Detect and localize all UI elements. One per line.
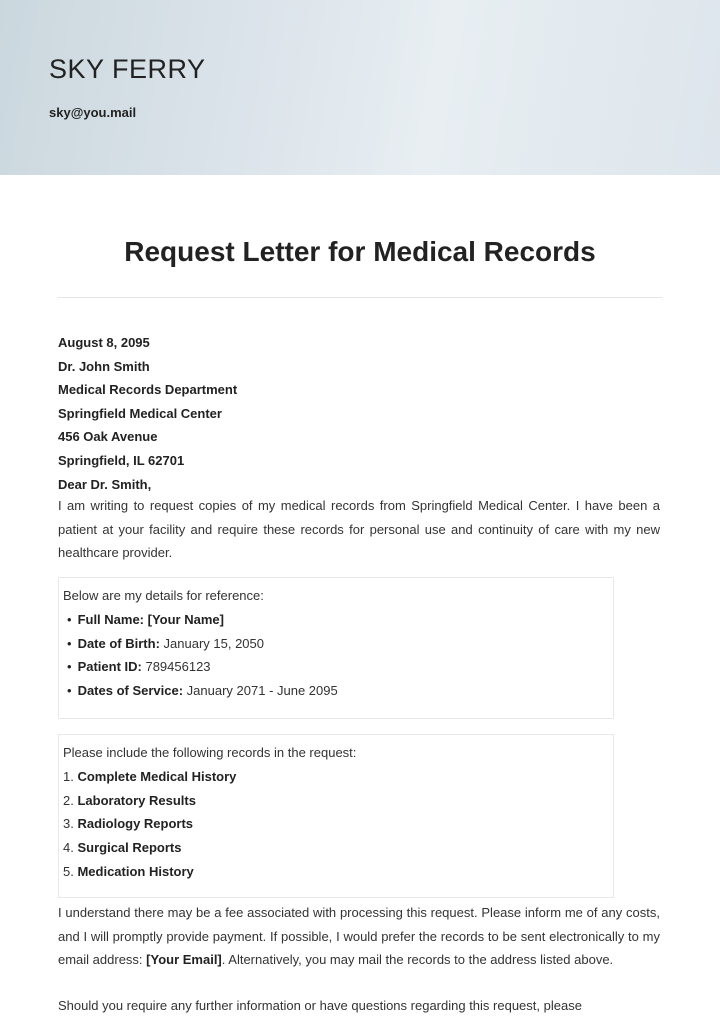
closing-paragraph: Should you require any further information or have questions regarding this request, please [58,998,582,1013]
record-item [63,860,609,884]
record-label: Radiology Reports [77,816,194,832]
recipient-name: Dr. John Smith [58,358,150,374]
detail-label: Full Name: [Your Name] [77,611,224,627]
detail-value: 789456123 [141,659,211,675]
detail-dates-of-service [63,679,609,703]
sender-email: sky@you.mail [49,105,137,120]
intro-paragraph: I am writing to request copies of my medical records from Springfield Medical Center. I have been a patient at your facility and require these records for personal use and continuity of care with my new healthcare provider. [58,498,660,560]
record-item [63,789,609,813]
details-intro: Below are my details for reference: [63,588,264,603]
header-band [0,0,720,175]
recipient-organization: Springfield Medical Center [58,405,222,421]
recipient-block [58,331,237,496]
record-label: Laboratory Results [77,792,196,808]
record-number: 2. [63,792,78,808]
record-label: Medication History [77,863,194,879]
records-box [58,734,614,898]
fee-paragraph [58,901,660,972]
details-list [63,608,609,703]
detail-full-name [63,608,609,632]
recipient-department: Medical Records Department [58,382,238,398]
records-intro: Please include the following records in the request: [63,745,357,760]
record-label: Complete Medical History [77,768,237,784]
record-number: 5. [63,863,78,879]
detail-date-of-birth [63,632,609,656]
detail-label: Date of Birth: [77,635,160,651]
record-number: 4. [63,840,78,856]
email-placeholder: [Your Email] [146,952,222,967]
detail-patient-id [63,655,609,679]
record-item [63,765,609,789]
record-item [63,812,609,836]
document-title: Request Letter for Medical Records [124,236,596,267]
records-list [63,765,609,884]
record-label: Surgical Reports [77,840,182,856]
details-box [58,577,614,719]
recipient-street: 456 Oak Avenue [58,429,158,445]
record-number: 3. [63,816,78,832]
fee-text-start: I understand there may be a fee associated with processing this request. Please inform me of any costs, and I will promptly provide payment. If possible, I would prefer the records to be sent electronically to my email address: [58,905,660,967]
detail-value: January 2071 - June 2095 [183,683,338,699]
detail-value: January 15, 2050 [159,635,264,651]
title-divider [58,297,662,298]
sender-name: SKY FERRY [49,54,206,84]
record-number: 1. [63,768,78,784]
record-item [63,836,609,860]
fee-text-end: . Alternatively, you may mail the records to the address listed above. [221,952,614,967]
detail-label: Dates of Service: [77,683,184,699]
recipient-city: Springfield, IL 62701 [58,452,185,468]
salutation: Dear Dr. Smith, [58,476,152,492]
detail-label: Patient ID: [77,659,142,675]
letter-date: August 8, 2095 [58,335,150,350]
